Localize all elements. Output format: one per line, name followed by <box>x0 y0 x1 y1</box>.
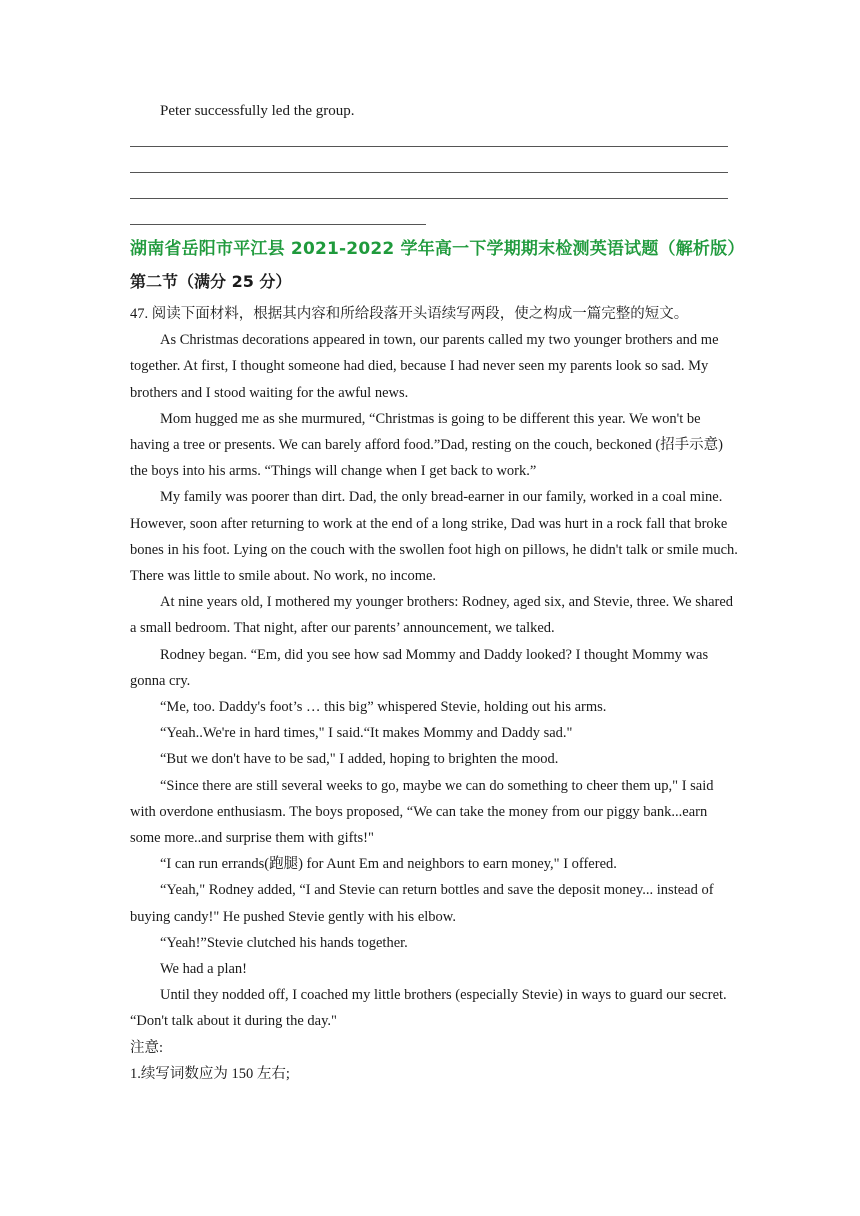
paragraph: As Christmas decorations appeared in town, our parents called my two younger brothers and me together. At first, I thought someone had died, because I had never seen my parents look so sad. My brothers and I stood waiting for the awful news. <box>130 332 719 401</box>
paragraph: “I can run errands(跑腿) for Aunt Em and neighbors to earn money," I offered. <box>160 856 617 873</box>
paragraph: “Since there are still several weeks to go, maybe we can do something to cheer them up," I said with overdone enthusiasm. The boys proposed, “We can take the money from our piggy bank...earn some more..and surprise them with gifts!" <box>130 777 714 847</box>
paragraph: “Me, too. Daddy's foot’s … this big” whispered Stevie, holding out his arms. <box>160 699 607 716</box>
paragraph: “But we don't have to be sad," I added, hoping to brighten the mood. <box>160 751 559 768</box>
paragraph: Mom hugged me as she murmured, “Christmas is going to be different this year. We won't be having a tree or presents. We can barely afford food.”Dad, resting on the couch, beckoned (招手示意) the boys into his arms. “Things will change when I get back to work.” <box>130 410 723 480</box>
paragraph: “Yeah..We're in hard times," I said.“It makes Mommy and Daddy sad." <box>160 725 573 742</box>
answer-line <box>130 224 426 225</box>
passage <box>130 301 738 1087</box>
paragraph: “Yeah!”Stevie clutched his hands together. <box>160 934 408 951</box>
answer-line <box>130 198 728 199</box>
question-prompt: 47. 阅读下面材料，根据其内容和所给段落开头语续写两段，使之构成一篇完整的短文。 <box>130 306 689 322</box>
note-label: 注意: <box>130 1039 164 1056</box>
paragraph: My family was poorer than dirt. Dad, the only bread-earner in our family, worked in a coal mine. However, soon after returning to work at the end of a long strike, Dad was hurt in a rock fall that broke bones in his foot. Lying on the couch with the swollen foot high on pillows, he didn't talk or smile much. There was little to smile about. No work, no income. <box>130 489 738 585</box>
paragraph: At nine years old, I mothered my younger brothers: Rodney, aged six, and Stevie, three. We shared a small bedroom. That night, after our parents’ announcement, we talked. <box>130 594 734 637</box>
paragraph: Rodney began. “Em, did you see how sad Mommy and Daddy looked? I thought Mommy was gonna cry. <box>130 646 709 689</box>
paragraph: “Yeah," Rodney added, “I and Stevie can return bottles and save the deposit money... instead of buying candy!" He pushed Stevie gently with his elbow. <box>130 882 714 925</box>
answer-lead-line: Peter successfully led the group. <box>160 103 355 119</box>
section-title: 第二节（满分 25 分） <box>130 272 292 291</box>
exam-title: 湖南省岳阳市平江县 2021-2022 学年高一下学期期末检测英语试题（解析版） <box>130 239 745 259</box>
answer-line <box>130 146 728 147</box>
paragraph: Until they nodded off, I coached my little brothers (especially Stevie) in ways to guard our secret. “Don't talk about it during the day." <box>130 987 727 1030</box>
note-item: 1.续写词数应为 150 左右; <box>130 1065 290 1082</box>
answer-line <box>130 172 728 173</box>
paragraph: We had a plan! <box>160 961 247 978</box>
